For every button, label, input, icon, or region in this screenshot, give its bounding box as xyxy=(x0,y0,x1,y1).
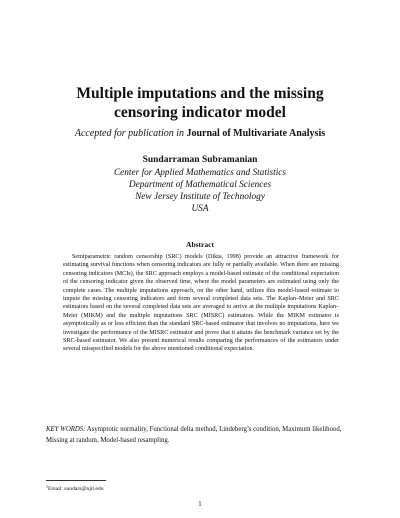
abstract-heading: Abstract xyxy=(186,240,214,249)
publication-status: Accepted for publication in xyxy=(74,128,184,139)
keywords xyxy=(46,424,356,446)
title-line-2: censoring indicator model xyxy=(114,104,286,121)
paper-title xyxy=(40,84,360,122)
affiliation-line: New Jersey Institute of Technology xyxy=(135,192,265,202)
page-number: 1 xyxy=(198,501,202,508)
abstract-text: Semiparametric random censorship (SRC) models (Dikta, 1998) provide an attractive framework for estimating survival functions when censoring indicators are fully or partially available. When there are missing censoring indicators (MCIs), the SRC approach employs a model-based estimate of the conditional expectation of the censoring indicator given the observed time, where the model parameters are estimated using only the complete cases. The multiple imputations approach, on the other hand, utilizes this model-based estimate to impute the missing censoring indicators and form several completed data sets. The Kaplan–Meier and SRC estimators based on the several completed data sets are averaged to arrive at the multiple imputations Kaplan–Meier (MIKM) and the multiple imputations SRC (MISRC) estimators. While the MIKM estimator is asymptotically as or less efficient than the standard SRC-based estimator that involves no imputations, here we investigate the performance of the MISRC estimator and prove that it attains the benchmark variance set by the SRC-based estimator. We also present numerical results comparing the performances of the estimators under several misspecified models for the above mentioned conditional expectation. xyxy=(63,254,339,353)
affiliation-line: USA xyxy=(191,204,209,214)
footnote-divider xyxy=(46,480,106,481)
author-affiliation xyxy=(40,167,360,215)
footnote-email: Email: sundars@njit.edu xyxy=(48,486,104,492)
author-name: Sundarraman Subramanian xyxy=(142,155,258,165)
publication-note xyxy=(40,128,360,139)
affiliation-line: Center for Applied Mathematics and Statistics xyxy=(113,168,287,178)
journal-name: Journal of Multivariate Analysis xyxy=(186,128,326,139)
footnote xyxy=(46,484,104,492)
keywords-text: Asymptotic normality, Functional delta method, Lindeberg’s condition, Maximum likelihood, Missing at random, Model-based resampling. xyxy=(46,426,342,444)
keywords-label: KEY WORDS: xyxy=(46,426,86,433)
footnote-marker: 1 xyxy=(46,484,48,489)
title-line-1: Multiple imputations and the missing xyxy=(76,85,324,102)
affiliation-line: Department of Mathematical Sciences xyxy=(128,180,272,190)
